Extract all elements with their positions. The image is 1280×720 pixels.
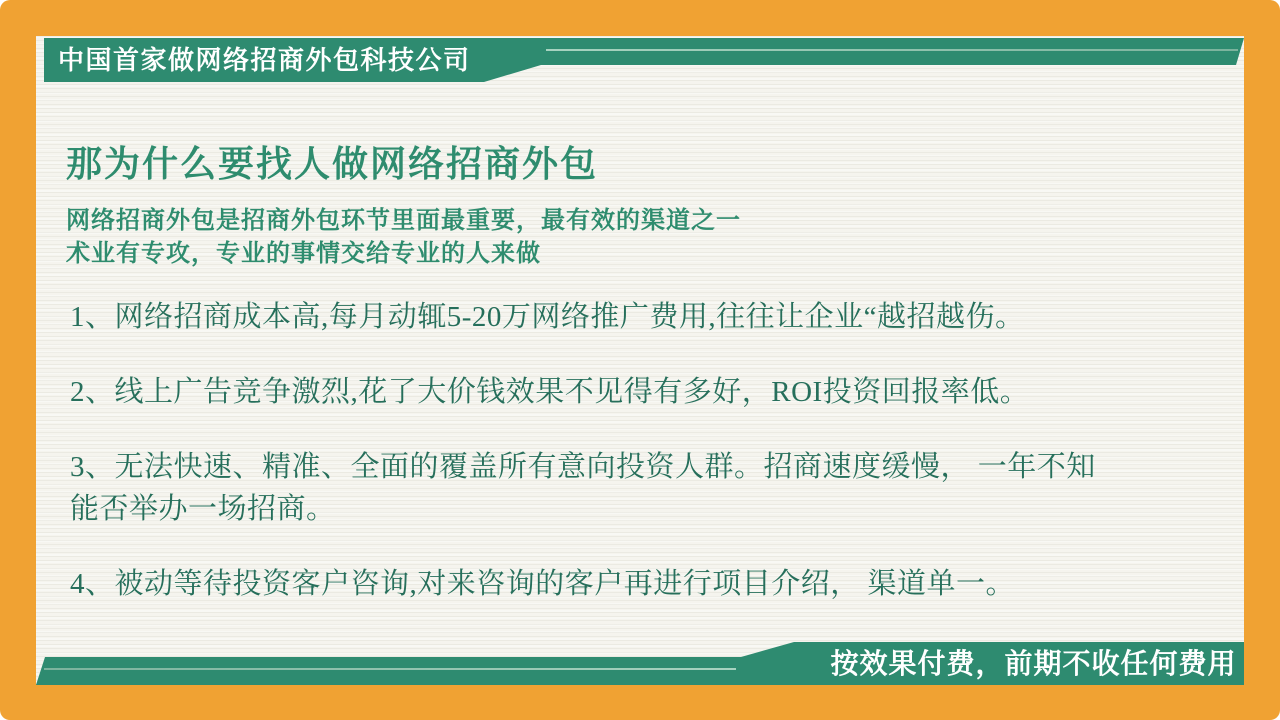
subtitle-line-1: 网络招商外包是招商外包环节里面最重要，最有效的渠道之一 <box>66 207 741 234</box>
list-item-3-line-2: 能否举办一场招商。 <box>70 493 336 525</box>
bullet-list <box>70 296 1220 638</box>
slide-title: 那为什么要找人做网络招商外包 <box>66 143 599 184</box>
list-item-3-line-1: 3、无法快速、精准、全面的覆盖所有意向投资人群。招商速度缓慢， 一年不知 <box>70 451 1096 483</box>
company-tagline: 中国首家做网络招商外包科技公司 <box>58 45 471 75</box>
header-accent-line <box>546 49 1238 51</box>
slide-subtitle <box>66 204 741 270</box>
footer-slogan: 按效果付费，前期不收任何费用 <box>830 648 1237 679</box>
list-item-3 <box>70 446 1220 530</box>
list-item-1: 1、网络招商成本高,每月动辄5-20万网络推广费用,往往让企业“越招越伤。 <box>70 301 1025 333</box>
footer-accent-line <box>44 668 736 670</box>
list-item-2: 2、线上广告竞争激烈,花了大价钱效果不见得有多好，ROI投资回报率低。 <box>70 376 1030 408</box>
subtitle-line-2: 术业有专攻，专业的事情交给专业的人来做 <box>66 240 541 267</box>
list-item-4: 4、被动等待投资客户咨询,对来咨询的客户再进行项目介绍， 渠道单一。 <box>70 568 1016 600</box>
